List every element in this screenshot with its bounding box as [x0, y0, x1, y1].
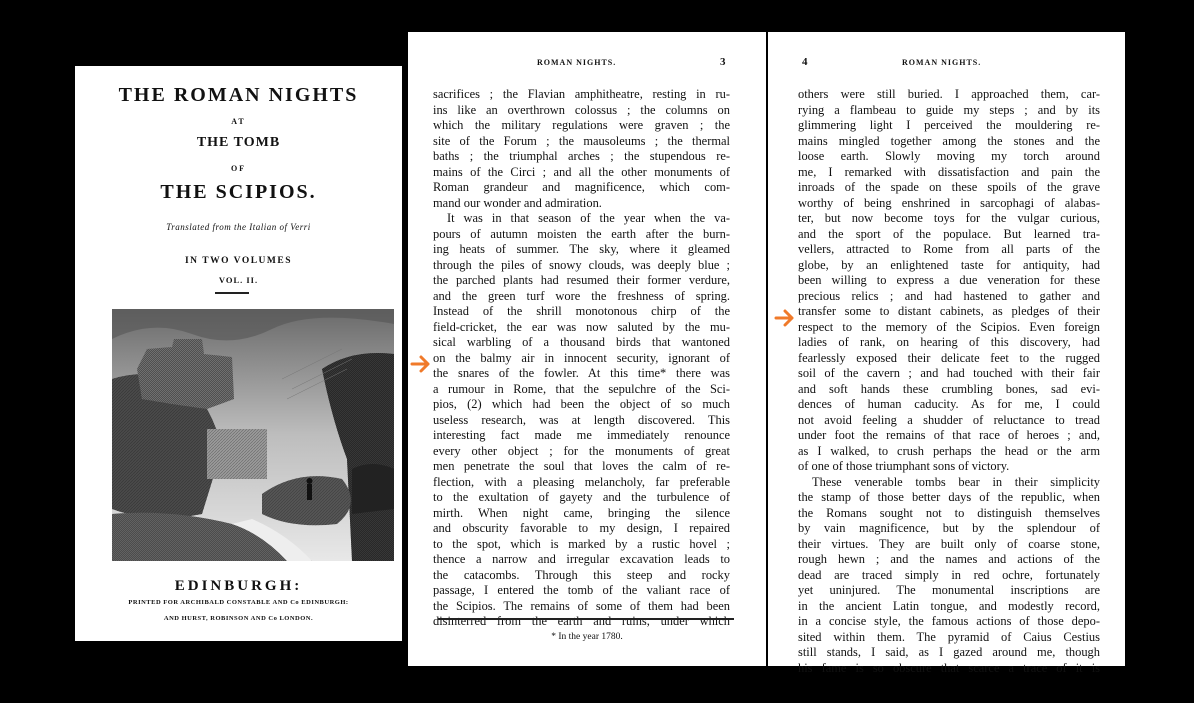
- text-line: pios, (2) which had been the object of so much: [433, 397, 730, 411]
- title-line-1: THE ROMAN NIGHTS: [118, 84, 359, 106]
- imprint-printed-for: PRINTED FOR ARCHIBALD CONSTABLE AND Co EDINBURGH:: [128, 599, 349, 606]
- text-line: field-cricket, the ear was now saluted by the mu-: [433, 319, 730, 334]
- text-line: passage, I entered the tomb of the valiant race of: [433, 583, 730, 597]
- text-line: baths ; the triumphal arches ; the stupendous re-: [433, 149, 730, 163]
- text-line: and the sport of the populace. But learned tra-: [798, 226, 1100, 241]
- text-line: the Scipios. The remains of some of them had been: [433, 598, 730, 613]
- imprint-publishers: AND HURST, ROBINSON AND Co LONDON.: [163, 615, 314, 622]
- text-line: precious relics ; and had hastened to gather and: [798, 288, 1100, 303]
- text-line: to the spot, which is marked by a rustic hovel ;: [433, 536, 730, 551]
- text-line: still stands, I said, as I gazed around me, though: [798, 645, 1100, 659]
- text-line: thence a narrow and irregular excavation leads to: [433, 552, 730, 566]
- title-of: OF: [230, 164, 247, 173]
- text-line: ins like an overthrown colossus ; the columns on: [433, 102, 730, 117]
- page-number: 4: [802, 56, 808, 68]
- text-line: It was in that season of the year when the va-: [447, 211, 730, 225]
- footnote-rule: [438, 618, 734, 620]
- text-line: sited within them. The pyramid of Caius Cestius: [798, 629, 1100, 644]
- text-line: ing heats of summer. The sky, where it gleamed: [433, 242, 730, 256]
- text-line: and soft hands these crumbling bones, sad evi-: [798, 381, 1100, 396]
- translator-credit: Translated from the Italian of Verri: [166, 222, 311, 232]
- title-line-3: THE SCIPIOS.: [160, 181, 317, 203]
- text-line: of one of those triumphant sons of victory.: [798, 459, 1010, 473]
- body-text: [433, 87, 730, 630]
- text-line: Instead of the shrill monotonous chirp of the: [433, 304, 730, 318]
- text-line: ladies of rank, on hearing of this discovery, had: [798, 335, 1100, 349]
- text-line: in a concise style, the famous actions of those depo-: [798, 614, 1100, 628]
- title-rule: [215, 292, 249, 294]
- text-line: fearlessly exposed their delicate feet to the rugged: [798, 350, 1100, 365]
- title-at: AT: [231, 117, 246, 126]
- text-line: mains of the Circi ; and all the other monuments of: [433, 164, 730, 179]
- text-line: the Romans sought not to distinguish themselves: [798, 505, 1100, 520]
- footnote: * In the year 1780.: [551, 632, 623, 642]
- text-line: Roman grandeur and magnificence, which com-: [433, 180, 730, 194]
- text-line: disinterred from the earth and ruins, under which: [433, 614, 730, 628]
- text-line: site of the Forum ; the mausoleums ; the thermal: [433, 133, 730, 148]
- text-line: on the balmy air in innocent security, ignorant of: [433, 350, 730, 365]
- text-line: by vain magnificence, but by the splendour of: [798, 521, 1100, 535]
- text-line: dences of human caducity. As for me, I could: [798, 397, 1100, 411]
- text-line: transfer some to distant cabinets, as pledges of their: [798, 304, 1100, 318]
- orange-arrow-icon: [410, 355, 432, 373]
- page-number: 3: [720, 56, 726, 68]
- ruins-engraving: [112, 309, 394, 561]
- text-line: interesting fact made me immediately renounce: [433, 428, 730, 442]
- volume-number: VOL. II.: [218, 275, 259, 285]
- text-line: to the exultation of gayety and the turbulence of: [433, 490, 730, 504]
- text-line: flection, with a pleasing melancholy, far preferable: [433, 474, 730, 489]
- text-line: men penetrate the soul that loves the calm of re-: [433, 459, 730, 473]
- text-line: rough hewn ; and the names and actions of the: [798, 552, 1100, 566]
- text-line: every other object ; for the monuments of great: [433, 443, 730, 458]
- text-line: in the ancient Latin tongue, and modestly record,: [798, 598, 1100, 613]
- text-line: rying a flambeau to guide my steps ; and by its: [798, 102, 1100, 117]
- text-line: sacrifices ; the Flavian amphitheatre, resting in ru-: [433, 87, 730, 101]
- text-line: the catacombs. Through this steep and rocky: [433, 567, 730, 582]
- text-line: mand our wonder and admiration.: [433, 195, 602, 210]
- title-page: [75, 66, 402, 641]
- text-line: mirth. When night came, bringing the silence: [433, 505, 730, 520]
- text-line: under foot the remains of that race of heroes ; and,: [798, 428, 1100, 442]
- text-line: a rumour in Rome, that the sepulchre of the Sci-: [433, 381, 730, 396]
- text-line: loose earth. Slowly moving my torch around: [798, 149, 1100, 163]
- text-line: been willing to express a due veneration for these: [798, 273, 1100, 287]
- text-line: vellers, attracted to Rome from all parts of the: [798, 242, 1100, 256]
- text-line: the snares of the fowler. At this time* there was: [433, 366, 730, 380]
- text-line: inroads of the spade on these spoils of the grave: [798, 180, 1100, 194]
- text-line: through the piles of snowy clouds, was deeply blue ;: [433, 257, 730, 272]
- text-line: the parched plants had resumed their former verdure,: [433, 273, 730, 287]
- text-line: glimmering light I perceived the mouldering re-: [798, 118, 1100, 132]
- text-line: ter, but now become toys for the vulgar curious,: [798, 211, 1100, 225]
- text-line: pours of autumn moisten the earth after the burn-: [433, 226, 730, 241]
- text-line: globe, by an enlightened taste for antiquity, had: [798, 257, 1100, 272]
- text-line: their virtues. They are built only of coarse stone,: [798, 536, 1100, 551]
- text-line: and obscurity favorable to my design, I repaired: [433, 521, 730, 535]
- book-page-3: [408, 32, 766, 666]
- running-header: ROMAN NIGHTS.: [537, 58, 617, 67]
- volumes-line: IN TWO VOLUMES: [184, 256, 293, 266]
- imprint-city: EDINBURGH:: [174, 578, 303, 594]
- text-line: These venerable tombs bear in their simplicity: [812, 474, 1100, 489]
- text-line: not avoid feeling a shudder of reluctance to tread: [798, 412, 1100, 427]
- book-page-4: [768, 32, 1125, 675]
- orange-arrow-icon: [774, 309, 796, 327]
- text-line: worthy of being enshrined in sarcophagi of alabas-: [798, 195, 1100, 210]
- text-line: sical warbling of a thousand birds that wantoned: [433, 335, 730, 349]
- text-line: the stamp of those better days of the republic, when: [798, 490, 1100, 504]
- text-line: his fame is so obscure that scarce a trace of it is: [798, 660, 1100, 675]
- text-line: useless research, was at length discovered. This: [433, 412, 730, 427]
- text-line: yet uninjured. The monumental inscriptions are: [798, 583, 1100, 597]
- running-header: ROMAN NIGHTS.: [902, 58, 982, 67]
- text-line: as I walked, to crush perhaps the head or the arm: [798, 443, 1100, 458]
- title-line-2: THE TOMB: [196, 135, 281, 150]
- text-line: soil of the cavern ; and had touched with their fair: [798, 366, 1100, 380]
- text-line: dead are traced simply in red ochre, fortunately: [798, 567, 1100, 582]
- text-line: others were still buried. I approached them, car-: [798, 87, 1100, 101]
- text-line: and the green turf wore the freshness of spring.: [433, 288, 730, 303]
- text-line: respect to the memory of the Scipios. Even foreign: [798, 319, 1100, 334]
- text-line: which the military regulations were graven ; the: [433, 118, 730, 132]
- text-line: me, I remarked with dissatisfaction and pain the: [798, 164, 1100, 179]
- text-line: mains mingled together among the stones and the: [798, 133, 1100, 148]
- body-text: [798, 87, 1100, 676]
